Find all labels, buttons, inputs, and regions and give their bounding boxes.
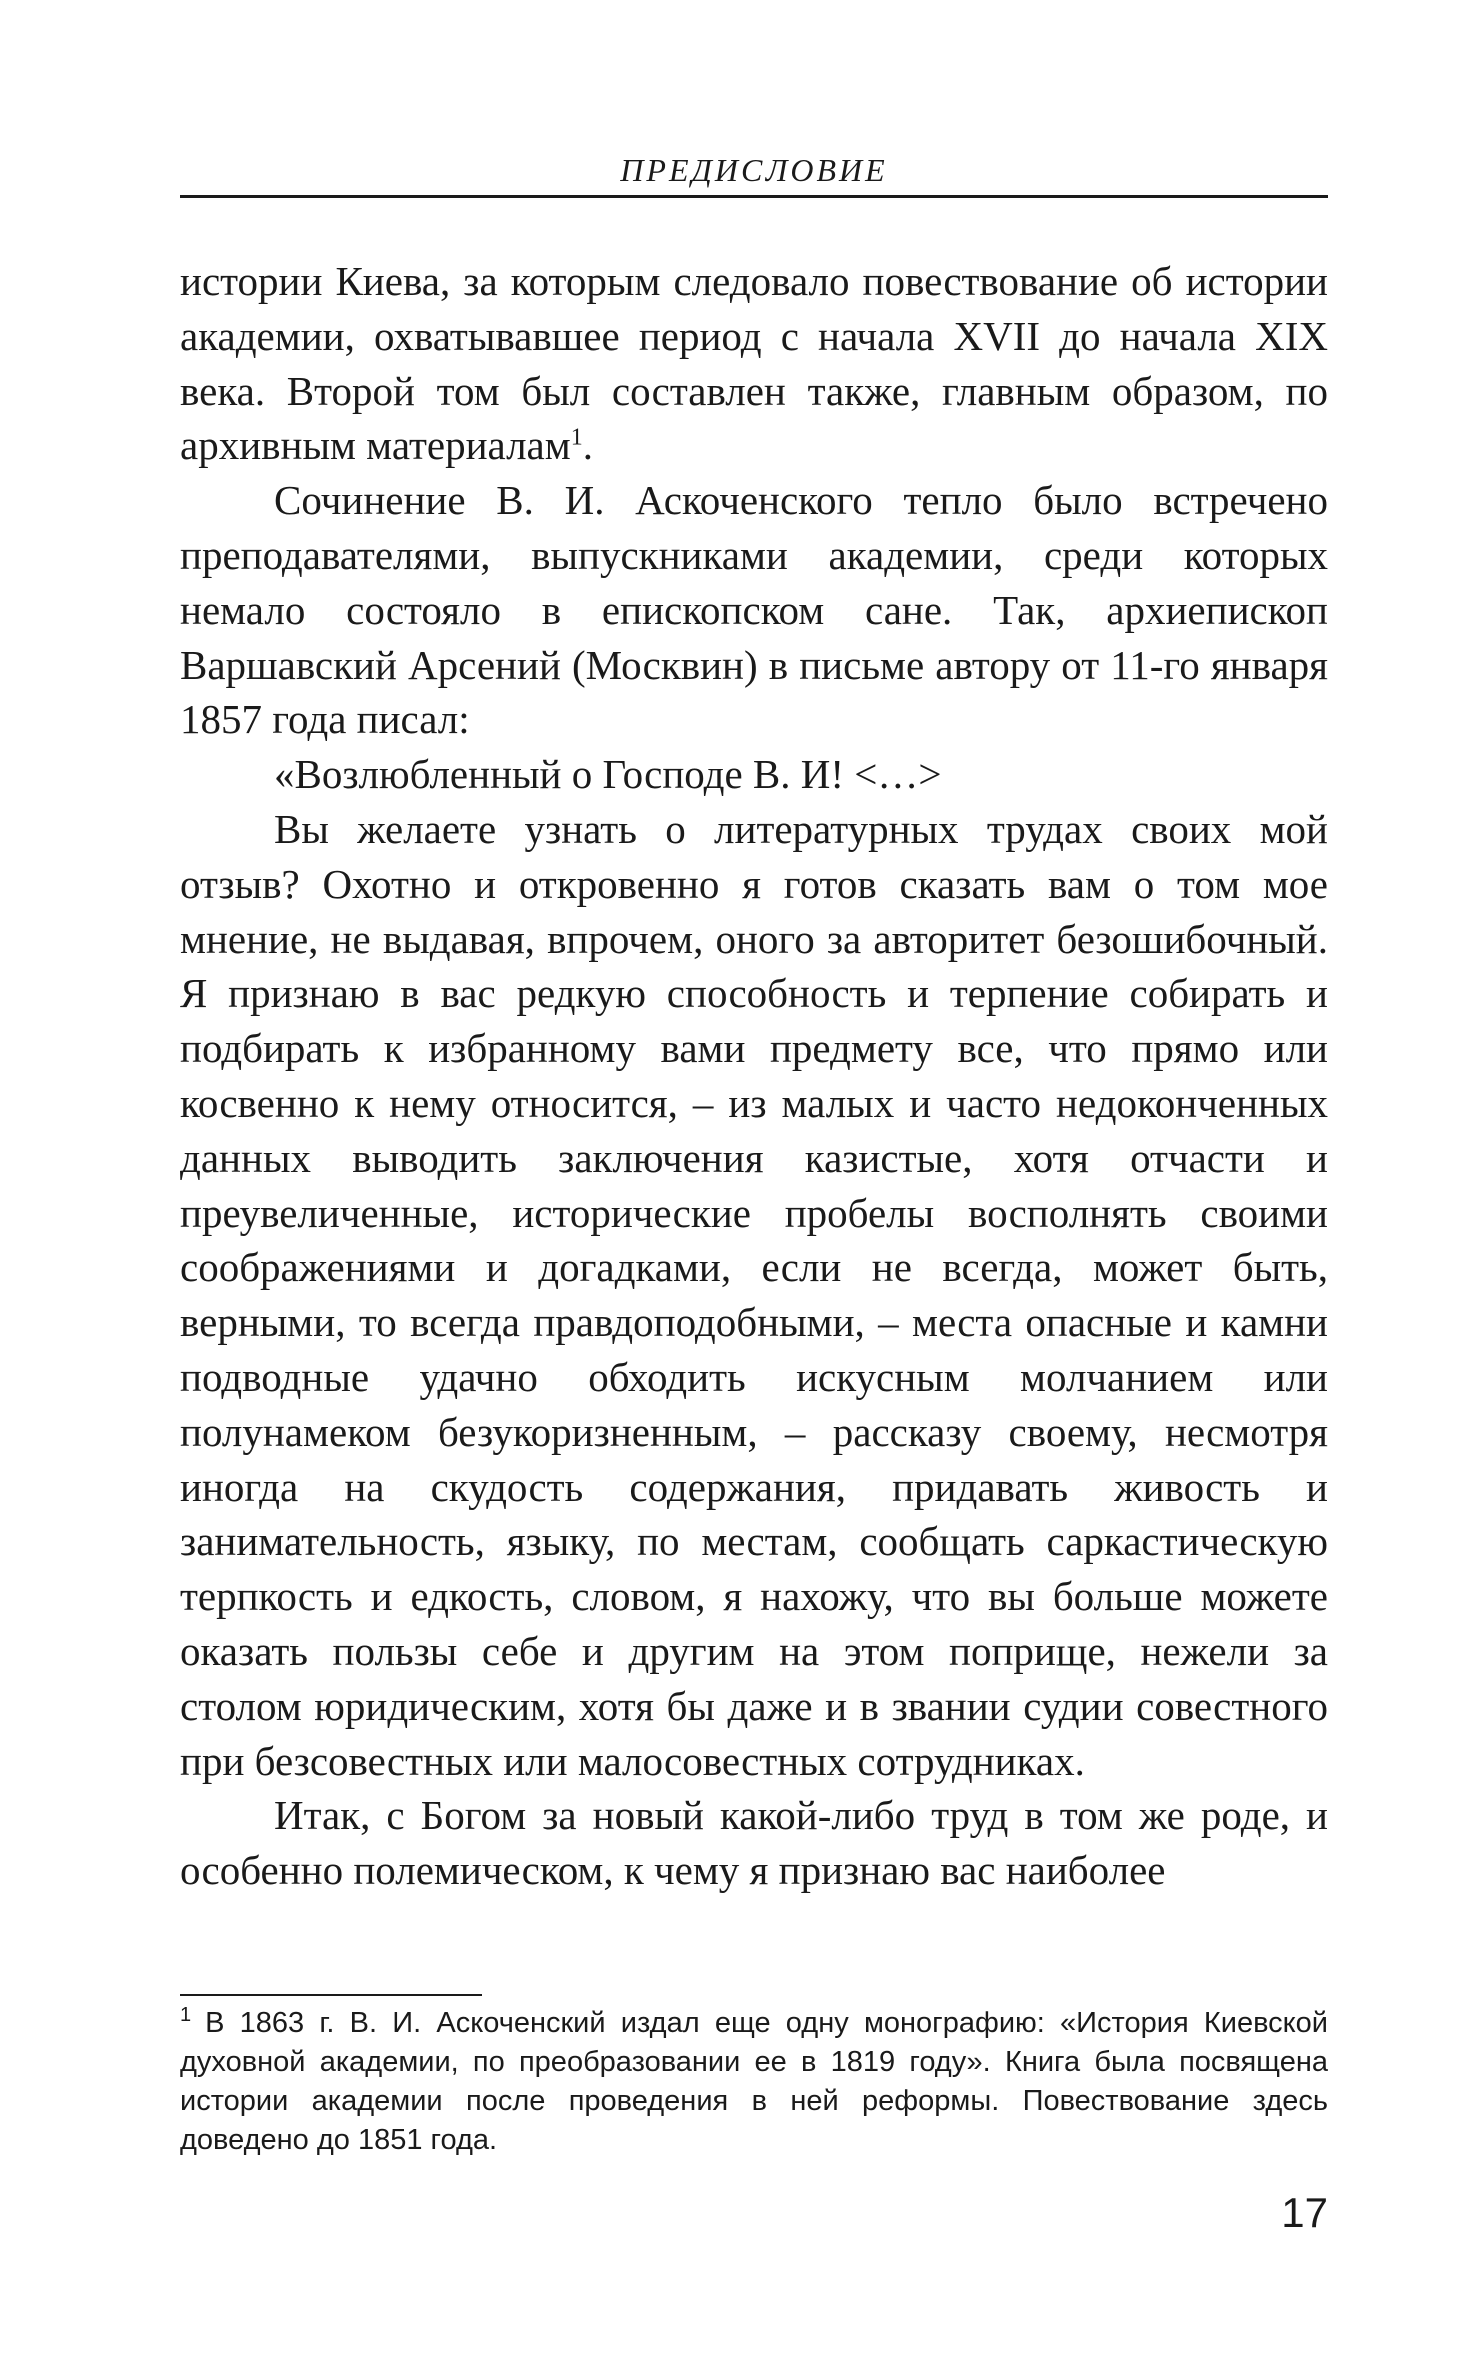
page-number: 17 (1281, 2189, 1328, 2236)
footnote-text: В 1863 г. В. И. Аскоченский издал еще одну монографию: «История Киевской духовной академии, по преобразовании ее в 1819 году». Книга была посвящена истории академии после проведения в ней реформы. Повествование здесь доведено до 1851 года. (180, 2007, 1328, 2156)
main-text (180, 254, 1328, 1898)
paragraph: Итак, с Богом за новый какой-либо труд в том же роде, и особенно полемическом, к чему я признаю вас наиболее (180, 1792, 1328, 1894)
quote-salutation: «Возлюбленный о Господе В. И! <…> (274, 751, 942, 798)
footnote-number: 1 (180, 2004, 192, 2027)
paragraph: Вы желаете узнать о литературных трудах своих мой отзыв? Охотно и откровенно я готов сказать вам о том мое мнение, не выдавая, впрочем, оного за авторитет безошибочный. Я признаю в вас редкую способность и терпение собирать и подбирать к избранному вами предмету все, что прямо или косвенно к нему относится, – из малых и часто недоконченных данных выводить заключения казистые, хотя отчасти и преувеличенные, исторические пробелы восполнять своими соображениями и догадками, если не всегда, может быть, верными, то всегда правдоподобными, – места опасные и камни подводные удачно обходить искусным молчанием или полунамеком безукоризненным, – рассказу своему, несмотря иногда на скудость содержания, придавать живость и занимательность, языку, по местам, сообщать саркастическую терпкость и едкость, словом, я нахожу, что вы больше можете оказать пользы себе и другим на этом поприще, нежели за столом юридическим, хотя бы даже и в звании судии совестного при безсовестных или малосовестных сотрудниках. (180, 805, 1328, 1784)
header-rule (180, 195, 1328, 198)
footnote (180, 2004, 1328, 2160)
running-head: ПРЕДИСЛОВИЕ (620, 152, 888, 188)
footnote-rule (180, 1994, 482, 1996)
footnote-reference: 1 (570, 424, 583, 451)
paragraph-tail: . (582, 422, 593, 469)
paragraph: Сочинение В. И. Аскоченского тепло было встречено преподавателями, выпускниками академии, среди которых немало состояло в епископском сане. Так, архиепископ Варшавский Арсений (Москвин) в письме автору от 11-го января 1857 года писал: (180, 477, 1328, 743)
paragraph-continuation (180, 254, 1328, 473)
paragraph-text: истории Киева, за которым следовало повествование об истории академии, охватывавшее период с начала XVII до начала XIX века. Второй том был составлен также, главным образом, по архивным материалам (180, 258, 1328, 469)
